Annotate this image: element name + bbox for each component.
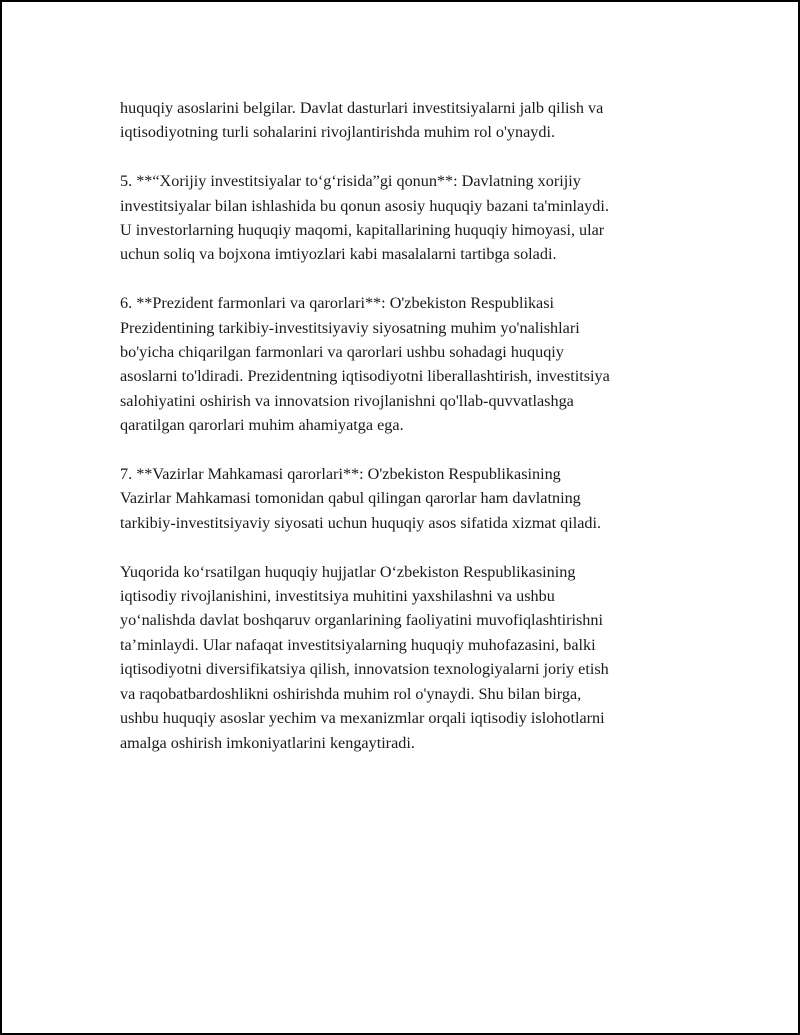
text-line: iqtisodiy rivojlanishini, investitsiya muhitini yaxshilashni va ushbu xyxy=(120,587,555,606)
text-line: U investorlarning huquqiy maqomi, kapitallarining huquqiy himoyasi, ular xyxy=(120,221,605,240)
text-line: yo‘nalishda davlat boshqaruv organlarining faoliyatini muvofiqlashtirishni xyxy=(120,611,603,630)
paragraph-state-programs xyxy=(120,96,686,145)
text-line: ta’minlaydi. Ular nafaqat investitsiyalarning huquqiy muhofazasini, balki xyxy=(120,635,596,654)
paragraph-item-7-cabinet-resolutions xyxy=(120,462,686,535)
text-line: asoslarni to'ldiradi. Prezidentning iqtisodiyotni liberallashtirish, investitsiya xyxy=(120,367,610,386)
text-line: amalga oshirish imkoniyatlarini kengaytiradi. xyxy=(120,733,415,752)
text-line: ushbu huquqiy asoslar yechim va mexanizmlar orqali iqtisodiy islohotlarni xyxy=(120,709,605,728)
text-line: iqtisodiyotning turli sohalarini rivojlantirishda muhim rol o'ynaydi. xyxy=(120,123,555,142)
text-line: 6. **Prezident farmonlari va qarorlari**: O'zbekiston Respublikasi xyxy=(120,294,555,313)
text-line: Yuqorida ko‘rsatilgan huquqiy hujjatlar O‘zbekiston Respublikasining xyxy=(120,562,576,581)
text-line: huquqiy asoslarini belgilar. Davlat dasturlari investitsiyalarni jalb qilish va xyxy=(120,99,604,117)
paragraph-item-6-presidential-decrees xyxy=(120,291,686,437)
text-line: uchun soliq va bojxona imtiyozlari kabi masalalarni tartibga soladi. xyxy=(120,245,557,264)
paragraph-item-5-foreign-investment-law xyxy=(120,169,686,267)
text-line: Vazirlar Mahkamasi tomonidan qabul qilingan qarorlar ham davlatning xyxy=(120,489,581,508)
document-body xyxy=(120,96,686,779)
text-line: iqtisodiyotni diversifikatsiya qilish, innovatsion texnologiyalarni joriy etish xyxy=(120,660,609,679)
text-line: salohiyatini oshirish va innovatsion rivojlanishni qo'llab-quvvatlashga xyxy=(120,391,574,410)
text-line: bo'yicha chiqarilgan farmonlari va qarorlari ushbu sohadagi huquqiy xyxy=(120,343,564,362)
paragraph-conclusion xyxy=(120,560,686,755)
text-line: investitsiyalar bilan ishlashida bu qonun asosiy huquqiy bazani ta'minlaydi. xyxy=(120,196,609,215)
text-line: qaratilgan qarorlari muhim ahamiyatga ega. xyxy=(120,416,404,435)
text-line: Prezidentining tarkibiy-investitsiyaviy siyosatning muhim yo'nalishlari xyxy=(120,318,580,337)
text-line: va raqobatbardoshlikni oshirishda muhim rol o'ynaydi. Shu bilan birga, xyxy=(120,684,582,703)
text-line: 7. **Vazirlar Mahkamasi qarorlari**: O'zbekiston Respublikasining xyxy=(120,465,561,484)
text-line: 5. **“Xorijiy investitsiyalar to‘g‘risida”gi qonun**: Davlatning xorijiy xyxy=(120,172,581,191)
text-line: tarkibiy-investitsiyaviy siyosati uchun huquqiy asos sifatida xizmat qiladi. xyxy=(120,513,602,532)
